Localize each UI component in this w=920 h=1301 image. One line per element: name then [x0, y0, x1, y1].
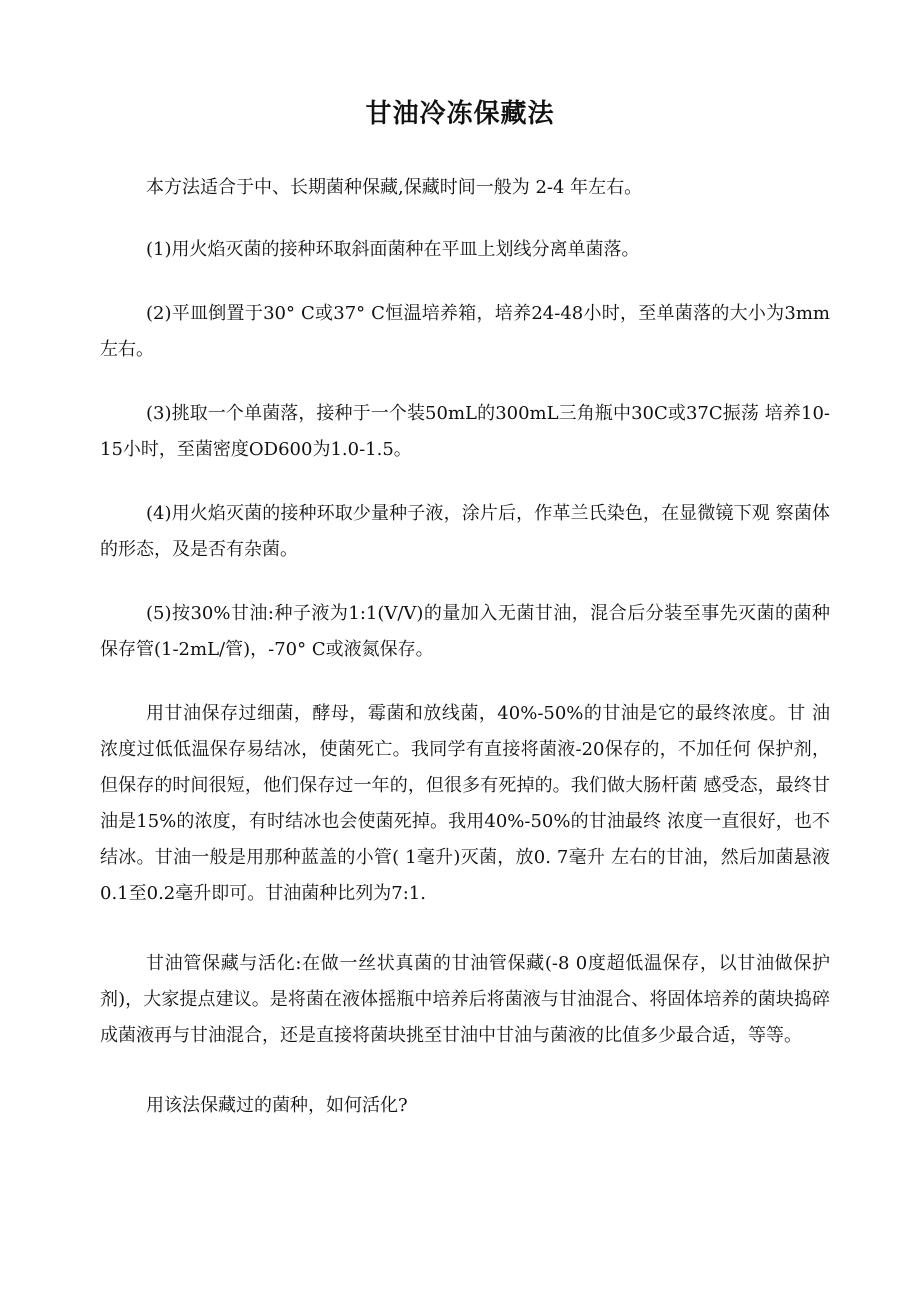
paragraph-spacer [100, 206, 830, 232]
step-1-paragraph: (1)用火焰灭菌的接种环取斜面菌种在平皿上划线分离单菌落。 [146, 239, 640, 260]
step-4-paragraph: (4)用火焰灭菌的接种环取少量种子液，涂片后，作革兰氏染色，在显微镜下观 察菌体的形态，及是否有杂菌。 [100, 503, 830, 560]
document-title: 甘油冷冻保藏法 [365, 99, 555, 129]
paragraph-spacer [100, 668, 830, 696]
step-3-paragraph: (3)挑取一个单菌落，接种于一个装50mL的300mL三角瓶中30C或37C振荡 培养10-15小时，至菌密度OD600为1.0-1.5。 [100, 403, 830, 460]
step-5-paragraph: (5)按30%甘油:种子液为1:1(V/V)的量加入无菌甘油，混合后分装至事先灭菌的菌种保存管(1-2mL/管)，-70° C或液氮保存。 [100, 603, 830, 660]
paragraph-spacer [100, 1054, 830, 1088]
final-question-paragraph: 用该法保藏过的菌种，如何活化? [146, 1095, 408, 1116]
glycerol-notes-paragraph: 用甘油保存过细菌，酵母，霉菌和放线菌，40%-50%的甘油是它的最终浓度。甘 油浓度过低低温保存易结冰，使菌死亡。我同学有直接将菌液-20保存的，不加任何 保护剂，但保存的时间很短，他们保存过一年的，但很多有死掉的。我们做大肠杆菌 感受态，最终甘油是15%的浓度，有时结冰也会使菌死掉。我用40%-50%的甘油最终 浓度一直很好，也不结冰。甘油一般是用那种蓝盖的小管( 1毫升)灭菌，放0. 7毫升 左右的甘油，然后加菌悬液0.1至0.2毫升即可。甘油菌种比列为7:1. [100, 703, 830, 904]
paragraph-spacer [100, 912, 830, 946]
intro-paragraph: 本方法适合于中、长期菌种保藏,保藏时间一般为 2-4 年左右。 [146, 177, 643, 198]
paragraph-spacer [100, 568, 830, 596]
paragraph-spacer [100, 268, 830, 296]
step-2-paragraph: (2)平皿倒置于30° C或37° C恒温培养箱，培养24-48小时，至单菌落的大小为3mm 左右。 [100, 303, 830, 360]
paragraph-spacer [100, 368, 830, 396]
paragraph-spacer [100, 468, 830, 496]
document-body [100, 170, 830, 1124]
activation-question-paragraph: 甘油管保藏与活化:在做一丝状真菌的甘油管保藏(-8 0度超低温保存，以甘油做保护剂)，大家提点建议。是将菌在液体摇瓶中培养后将菌液与甘油混合、将固体培养的菌块捣碎成菌液再与甘油混合，还是直接将菌块挑至甘油中甘油与菌液的比值多少最合适，等等。 [100, 953, 830, 1046]
